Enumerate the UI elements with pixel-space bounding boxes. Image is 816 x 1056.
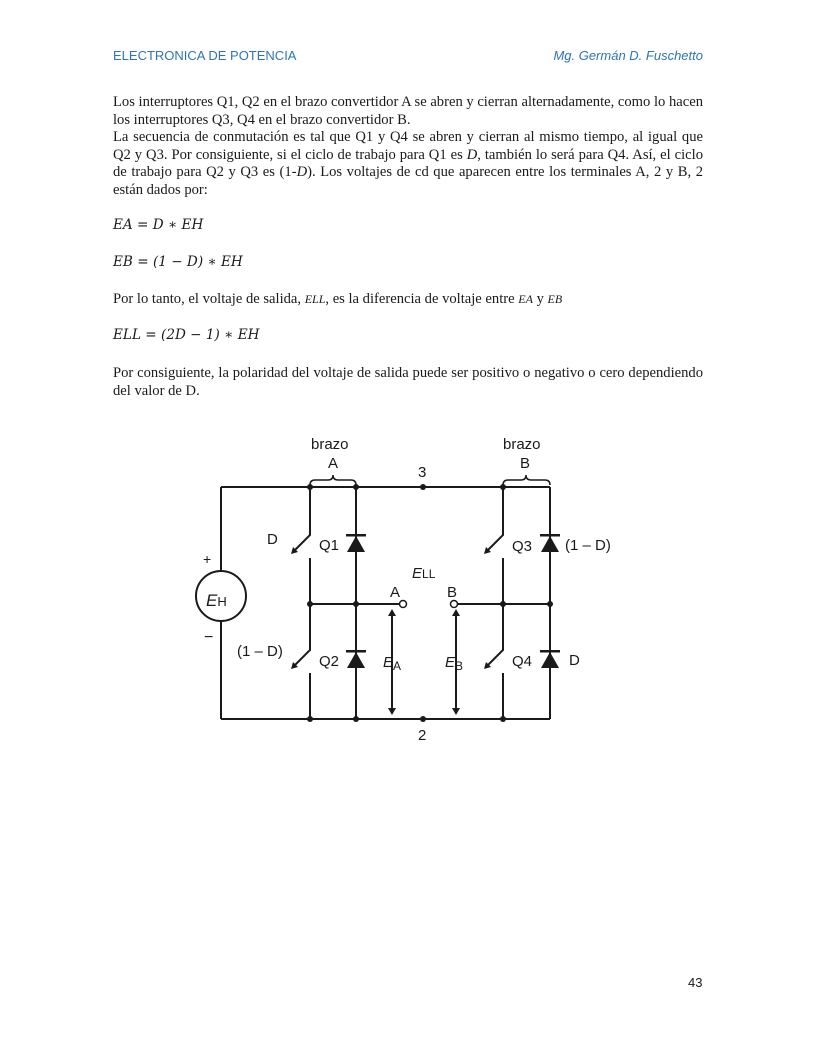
q2-switch bbox=[294, 604, 310, 666]
paragraph-3-part-c: y bbox=[532, 290, 548, 307]
paragraph-2-duty-d-2: D bbox=[296, 164, 308, 181]
paragraph-2-part-c: ). Los voltajes de cd que aparecen entre los terminales A, 2 y B, 2 están dados por: bbox=[113, 164, 704, 198]
junction-dot bbox=[500, 716, 506, 722]
q1-switch bbox=[294, 487, 310, 551]
node-3-dot bbox=[420, 484, 426, 490]
junction-dot bbox=[353, 484, 359, 490]
paragraph-3-ea: EA bbox=[518, 291, 533, 306]
arm-a-brace bbox=[310, 475, 356, 485]
junction-dot bbox=[307, 601, 313, 607]
paragraph-2-part-b: , también lo será para Q4. Así, el ciclo de trabajo para Q2 y Q3 es (1- bbox=[113, 146, 703, 181]
q3-diode-bar bbox=[540, 534, 560, 537]
source-plus: + bbox=[203, 551, 212, 567]
q2-duty-label: (1 – D) bbox=[237, 643, 283, 660]
junction-dot bbox=[500, 601, 506, 607]
q2-diode-icon bbox=[347, 652, 365, 668]
terminal-a bbox=[400, 601, 407, 608]
source-label: EH bbox=[206, 591, 227, 610]
q1-duty-label: D bbox=[267, 531, 278, 548]
equation-eb: EB = (1 − D) ∗ EH bbox=[113, 254, 243, 271]
ea-arrow-up bbox=[388, 609, 396, 616]
eb-label: $E_B$ bbox=[445, 654, 464, 673]
q4-diode-bar bbox=[540, 650, 560, 653]
header-course-title: ELECTRONICA DE POTENCIA bbox=[113, 48, 297, 63]
ea-arrow-down bbox=[388, 708, 396, 715]
q4-label: Q4 bbox=[512, 653, 533, 670]
paragraph-1: Los interruptores Q1, Q2 en el brazo convertidor A se abren y cierran alternadamente, como lo hacen los interruptores Q3, Q4 en el brazo convertidor B. bbox=[113, 94, 704, 128]
arm-b-word: brazo bbox=[503, 436, 541, 453]
body-text bbox=[113, 94, 703, 400]
paragraph-3-ell: ELL bbox=[304, 291, 326, 306]
junction-dot bbox=[500, 484, 506, 490]
page-header bbox=[113, 48, 703, 68]
q1-diode-icon bbox=[347, 536, 365, 552]
q4-diode-icon bbox=[541, 652, 559, 668]
header-author: Mg. Germán D. Fuschetto bbox=[553, 48, 703, 63]
equation-ea: EA = D ∗ EH bbox=[113, 216, 204, 233]
source-minus: − bbox=[204, 629, 214, 646]
page-number: 43 bbox=[688, 975, 703, 990]
ell-label: ELL bbox=[412, 565, 436, 582]
paragraph-3-part-b: , es la diferencia de voltaje entre bbox=[325, 290, 519, 307]
node-3-label: 3 bbox=[418, 464, 427, 481]
junction-dot bbox=[307, 484, 313, 490]
arm-a-word: brazo bbox=[311, 436, 349, 453]
arm-b-letter: B bbox=[520, 455, 531, 472]
paragraph-2-duty-d: D bbox=[466, 146, 478, 163]
junction-dot bbox=[547, 601, 553, 607]
node-2-label: 2 bbox=[418, 727, 427, 744]
h-bridge-circuit-diagram bbox=[185, 430, 625, 750]
q3-label: Q3 bbox=[512, 538, 533, 555]
paragraph-2 bbox=[113, 129, 703, 199]
q3-switch bbox=[487, 487, 503, 551]
terminal-a-label: A bbox=[390, 584, 401, 601]
equation-ell: ELL = (2D − 1) ∗ EH bbox=[113, 327, 260, 344]
q3-duty-label: (1 – D) bbox=[565, 537, 611, 554]
q1-label: Q1 bbox=[319, 537, 340, 554]
ea-label: $E_A$ bbox=[383, 654, 402, 673]
q4-duty-label: D bbox=[569, 652, 580, 669]
paragraph-3-eb: EB bbox=[547, 291, 563, 306]
q2-label: Q2 bbox=[319, 653, 340, 670]
node-2-dot bbox=[420, 716, 426, 722]
terminal-b bbox=[451, 601, 458, 608]
paragraph-4: Por consiguiente, la polaridad del voltaje de salida puede ser positivo o negativo o cero dependiendo del valor de D. bbox=[113, 364, 703, 399]
q1-diode-bar bbox=[346, 534, 366, 537]
paragraph-3-part-a: Por lo tanto, el voltaje de salida, bbox=[113, 290, 305, 307]
arm-b-brace bbox=[503, 475, 550, 485]
junction-dot bbox=[353, 601, 359, 607]
q2-diode-bar bbox=[346, 650, 366, 653]
arm-a-letter: A bbox=[328, 455, 339, 472]
paragraph-2-part-a: La secuencia de conmutación es tal que Q1 y Q4 se abren y cierran al mismo tiempo, al igual que Q2 y Q3. Por consiguiente, si el ciclo de trabajo para Q1 es bbox=[113, 129, 703, 163]
eb-arrow-up bbox=[452, 609, 460, 616]
eb-arrow-down bbox=[452, 708, 460, 715]
q3-diode-icon bbox=[541, 536, 559, 552]
q4-switch bbox=[487, 604, 503, 666]
paragraph-3 bbox=[113, 291, 703, 309]
terminal-b-label: B bbox=[447, 584, 458, 601]
junction-dot bbox=[307, 716, 313, 722]
junction-dot bbox=[353, 716, 359, 722]
